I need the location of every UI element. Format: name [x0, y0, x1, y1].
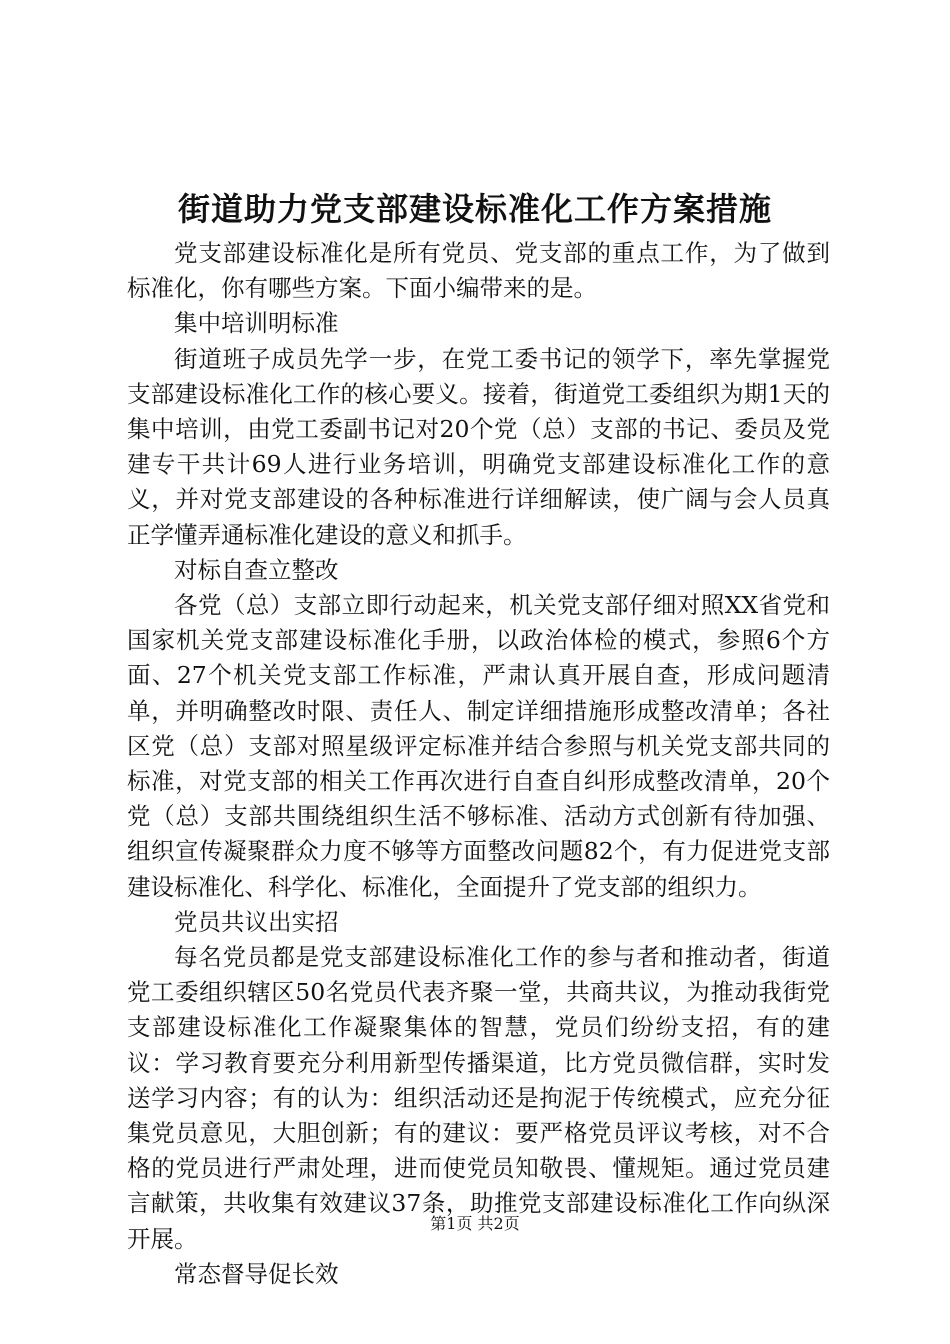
- document-title: 街道助力党支部建设标准化工作方案措施: [177, 190, 772, 228]
- paragraph-training: 街道班子成员先学一步，在党工委书记的领学下，率先掌握党支部建设标准化工作的核心要义。接着，街道党工委组织为期1天的集中培训，由党工委副书记对20个党（总）支部的书记、委员及党建专干共计69人进行业务培训，明确党支部建设标准化工作的意义，并对党支部建设的各种标准进行详细解读，使广阔与会人员真正学懂弄通标准化建设的意义和抓手。: [127, 344, 830, 549]
- section-heading-self-check: 对标自查立整改: [174, 555, 339, 584]
- document-body: [127, 236, 830, 1292]
- section-heading-training: 集中培训明标准: [174, 309, 339, 338]
- paragraph-self-check: 各党（总）支部立即行动起来，机关党支部仔细对照XX省党和国家机关党支部建设标准化手册，以政治体检的模式，参照6个方面、27个机关党支部工作标准，严肃认真开展自查，形成问题清单，并明确整改时限、责任人、制定详细措施形成整改清单；各社区党（总）支部对照星级评定标准并结合参照与机关党支部共同的标准，对党支部的相关工作再次进行自查自纠形成整改清单，20个党（总）支部共围绕组织生活不够标准、活动方式创新有待加强、组织宣传凝聚群众力度不够等方面整改问题82个，有力促进党支部建设标准化、科学化、标准化，全面提升了党支部的组织力。: [127, 591, 830, 901]
- intro-paragraph: 党支部建设标准化是所有党员、党支部的重点工作，为了做到标准化，你有哪些方案。下面小编带来的是。: [127, 239, 830, 303]
- section-heading-supervision: 常态督导促长效: [174, 1259, 339, 1288]
- page-number-footer: 第1页 共2页: [430, 1214, 520, 1233]
- paragraph-member-discussion: 每名党员都是党支部建设标准化工作的参与者和推动者，街道党工委组织辖区50名党员代表齐聚一堂，共商共议，为推动我街党支部建设标准化工作凝聚集体的智慧，党员们纷纷支招，有的建议：学习教育要充分利用新型传播渠道，比方党员微信群，实时发送学习内容；有的认为：组织活动还是拘泥于传统模式，应充分征集党员意见，大胆创新；有的建议：要严格党员评议考核，对不合格的党员进行严肃处理，进而使党员知敬畏、懂规矩。通过党员建言献策，共收集有效建议37条，助推党支部建设标准化工作向纵深开展。: [127, 943, 830, 1253]
- section-heading-member-discussion: 党员共议出实招: [174, 907, 339, 936]
